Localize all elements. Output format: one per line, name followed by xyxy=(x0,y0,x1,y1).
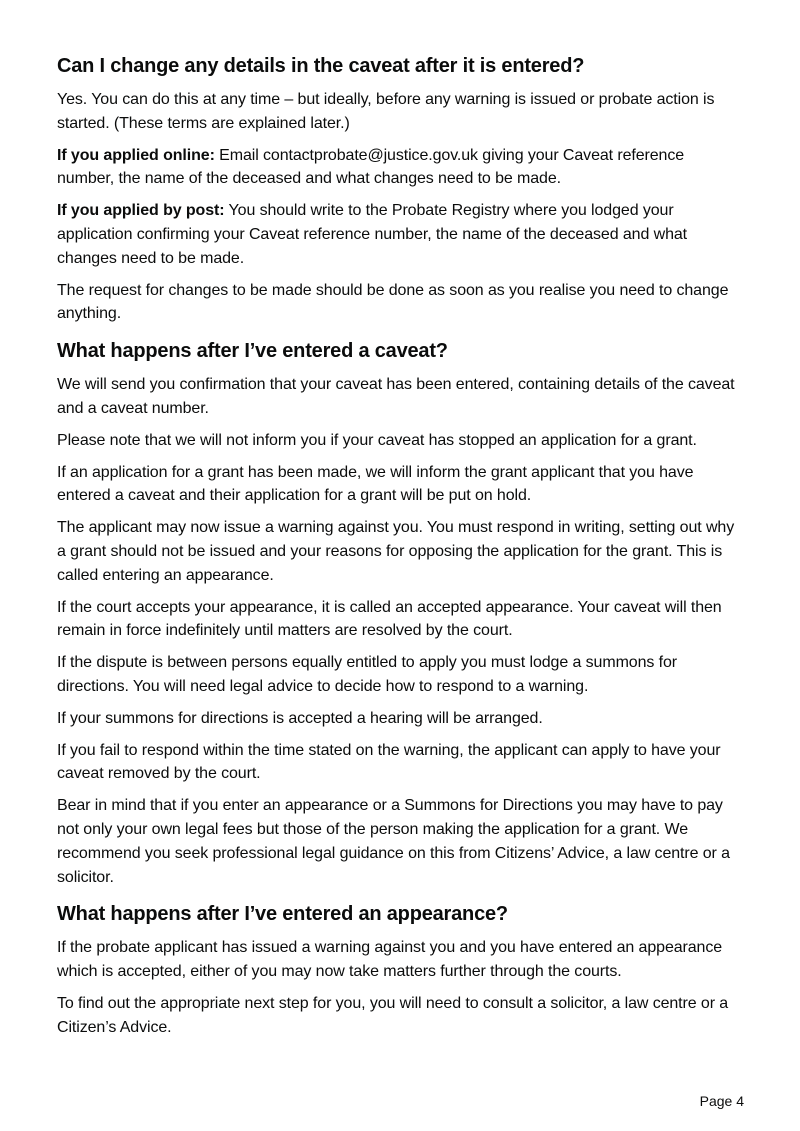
paragraph xyxy=(57,429,744,453)
paragraph xyxy=(57,651,744,699)
paragraph xyxy=(57,373,744,421)
paragraph-text: We will send you confirmation that your caveat has been entered, containing details of the caveat and a caveat number. xyxy=(57,376,735,417)
page-number: Page 4 xyxy=(699,1093,744,1109)
paragraph xyxy=(57,88,744,136)
paragraph-text: If the probate applicant has issued a warning against you and you have entered an appearance which is accepted, either of you may now take matters further through the courts. xyxy=(57,939,723,981)
section-heading: What happens after I’ve entered a caveat? xyxy=(57,340,448,363)
paragraph xyxy=(57,707,744,731)
paragraph xyxy=(57,199,744,270)
section-after-appearance-entered xyxy=(57,901,744,1039)
paragraph-text: If the court accepts your appearance, it is called an accepted appearance. Your caveat will then remain in force indefinitely until matters are resolved by the court. xyxy=(57,598,722,640)
paragraph-lead: If you applied online: xyxy=(57,146,215,164)
paragraph-text: Yes. You can do this at any time – but ideally, before any warning is issued or probate action is started. (These terms are explained later.) xyxy=(57,91,715,132)
paragraph-text: The request for changes to be made should be done as soon as you realise you need to change anything. xyxy=(57,281,729,323)
paragraph xyxy=(57,596,744,644)
paragraph-lead: If you applied by post: xyxy=(57,202,225,220)
paragraph xyxy=(57,144,744,192)
paragraph-text: If your summons for directions is accepted a hearing will be arranged. xyxy=(57,709,543,727)
paragraph xyxy=(57,936,744,984)
paragraph xyxy=(57,739,744,787)
paragraph xyxy=(57,794,744,889)
paragraph xyxy=(57,992,744,1040)
paragraph-text: Email contactprobate@justice.gov.uk giving your Caveat reference number, the name of the deceased and what changes need to be made. xyxy=(57,146,685,188)
paragraph-text: Bear in mind that if you enter an appearance or a Summons for Directions you may have to pay not only your own legal fees but those of the person making the application for a grant. We recommend you seek professional legal guidance on this from Citizens’ Advice, a law centre or a solicitor. xyxy=(57,797,730,886)
paragraph-text: If you fail to respond within the time stated on the warning, the applicant can apply to have your caveat removed by the court. xyxy=(57,741,721,783)
paragraph xyxy=(57,461,744,509)
paragraph-text: If an application for a grant has been made, we will inform the grant applicant that you have entered a caveat and their application for a grant will be put on hold. xyxy=(57,463,694,505)
paragraph-text: The applicant may now issue a warning against you. You must respond in writing, setting out why a grant should not be issued and your reasons for opposing the application for the grant. This is called entering an appearance. xyxy=(57,519,735,584)
paragraph xyxy=(57,279,744,327)
section-change-details xyxy=(57,53,744,326)
section-heading: What happens after I’ve entered an appearance? xyxy=(57,903,508,926)
paragraph xyxy=(57,516,744,587)
paragraph-text: Please note that we will not inform you if your caveat has stopped an application for a grant. xyxy=(57,431,697,449)
section-after-caveat-entered xyxy=(57,338,744,889)
paragraph-text: You should write to the Probate Registry where you lodged your application confirming your Caveat reference number, the name of the deceased and what changes need to be made. xyxy=(57,202,688,267)
paragraph-text: If the dispute is between persons equally entitled to apply you must lodge a summons for directions. You will need legal advice to decide how to respond to a warning. xyxy=(57,654,678,695)
section-heading: Can I change any details in the caveat after it is entered? xyxy=(57,55,585,77)
paragraph-text: To find out the appropriate next step for you, you will need to consult a solicitor, a law centre or a Citizen’s Advice. xyxy=(57,994,729,1036)
